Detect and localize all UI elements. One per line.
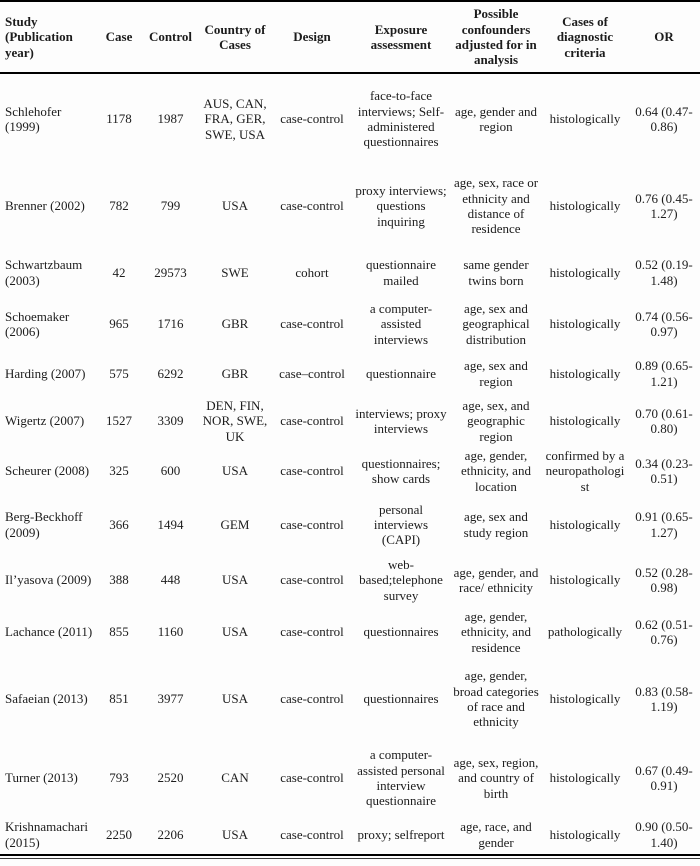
cell-diagnostic: pathologically <box>547 624 623 640</box>
cell-or: 0.67 (0.49-0.91) <box>635 762 693 793</box>
cell-study: Brenner (2002) <box>5 198 85 214</box>
cell-design: case–control <box>279 365 345 381</box>
cell-confounders: age, sex, region, and country of birth <box>453 755 539 801</box>
cell-study: Schwartzbaum (2003) <box>5 257 83 288</box>
cell-diagnostic: histologically <box>549 691 621 707</box>
cell-cases: 1178 <box>106 111 132 127</box>
cell-controls: 600 <box>160 463 181 479</box>
cell-country: AUS, CAN, FRA, GER, SWE, USA <box>203 96 267 142</box>
table-row <box>0 741 700 815</box>
cell-confounders: age, sex and region <box>464 358 528 389</box>
cell-design: case-control <box>280 572 344 588</box>
cell-diagnostic: confirmed by a neuropathologist <box>545 448 625 494</box>
cell-design: case-control <box>280 463 344 479</box>
cell-controls: 29573 <box>154 264 187 280</box>
column-header-confounders: Possible confounders adjusted for in analysis <box>450 1 542 73</box>
cell-exposure: a computer-assisted interviews <box>369 301 433 347</box>
cell-cases: 575 <box>109 365 129 381</box>
cell-or: 0.52 (0.28-0.98) <box>635 564 693 595</box>
header-row <box>0 1 700 73</box>
cell-country: USA <box>221 198 248 214</box>
cell-controls: 3977 <box>157 691 184 707</box>
cell-confounders: age, sex, and geographic region <box>462 398 530 444</box>
cell-design: case-control <box>280 826 344 842</box>
cell-or: 0.70 (0.61-0.80) <box>635 405 693 436</box>
table-row <box>0 297 700 351</box>
cell-confounders: age, sex and geographical distribution <box>462 301 530 347</box>
cell-confounders: age, gender, broad categories of race and ethnicity <box>453 668 539 730</box>
cell-study: Scheurer (2008) <box>5 463 90 479</box>
table-row <box>0 815 700 855</box>
cell-study: Il’yasova (2009) <box>5 572 92 588</box>
cell-cases: 366 <box>109 516 129 532</box>
cell-controls: 1160 <box>157 624 184 640</box>
column-header-controls: Control <box>143 1 198 73</box>
cell-study: Schoemaker (2006) <box>5 308 70 339</box>
cell-study: Turner (2013) <box>5 770 78 786</box>
cell-controls: 1494 <box>157 516 184 532</box>
cell-cases: 42 <box>112 264 126 280</box>
cell-exposure: questionnaires <box>363 691 439 707</box>
cell-exposure: interviews; proxy interviews <box>355 405 447 436</box>
cell-cases: 1527 <box>106 413 132 429</box>
cell-diagnostic: histologically <box>549 572 621 588</box>
cell-diagnostic: histologically <box>549 365 621 381</box>
cell-country: USA <box>221 691 248 707</box>
cell-country: CAN <box>221 770 249 786</box>
cell-study: Lachance (2011) <box>5 624 93 640</box>
cell-diagnostic: histologically <box>549 316 621 332</box>
cell-confounders: age, gender and region <box>455 103 537 134</box>
table-body <box>0 73 700 855</box>
cell-diagnostic: histologically <box>549 516 621 532</box>
cell-design: case-control <box>280 111 344 127</box>
cell-diagnostic: histologically <box>549 413 621 429</box>
cell-or: 0.90 (0.50-1.40) <box>635 819 693 850</box>
cell-exposure: questionnaire <box>365 365 437 381</box>
cell-confounders: same gender twins born <box>463 257 529 288</box>
column-header-or: OR <box>628 1 700 73</box>
cell-cases: 851 <box>109 691 129 707</box>
cell-confounders: age, gender, and race/ ethnicity <box>453 564 539 595</box>
cell-design: case-control <box>280 198 344 214</box>
cell-study: Wigertz (2007) <box>5 413 85 429</box>
table-row <box>0 446 700 496</box>
cell-confounders: age, sex and study region <box>463 509 529 540</box>
cell-country: DEN, FIN, NOR, SWE, UK <box>202 398 268 444</box>
cell-confounders: age, race, and gender <box>460 819 532 850</box>
cell-or: 0.83 (0.58-1.19) <box>635 683 693 714</box>
table-row <box>0 657 700 741</box>
cell-confounders: age, sex, race or ethnicity and distance of residence <box>453 175 539 237</box>
cell-study: Krishnamachari (2015) <box>5 819 89 850</box>
cell-exposure: web-based;telephone survey <box>359 557 443 603</box>
cell-study: Safaeian (2013) <box>5 691 88 707</box>
cell-exposure: face-to-face interviews; Self-administered questionnaires <box>357 88 445 150</box>
cell-diagnostic: histologically <box>549 198 621 214</box>
cell-cases: 782 <box>109 198 129 214</box>
cell-exposure: questionnaire mailed <box>365 257 437 288</box>
table-row <box>0 351 700 396</box>
cell-diagnostic: histologically <box>549 770 621 786</box>
cell-design: case-control <box>280 770 344 786</box>
table-row <box>0 73 700 164</box>
cell-country: GBR <box>221 365 249 381</box>
table-row <box>0 553 700 607</box>
cell-cases: 793 <box>109 770 129 786</box>
cell-design: case-control <box>280 413 344 429</box>
cell-design: case-control <box>280 691 344 707</box>
cell-controls: 799 <box>160 198 181 214</box>
cell-country: GEM <box>220 516 250 532</box>
cell-country: USA <box>221 826 248 842</box>
table-row <box>0 496 700 553</box>
cell-country: USA <box>221 463 248 479</box>
table-bottom-rule <box>0 858 700 859</box>
table-row <box>0 396 700 446</box>
cell-controls: 2206 <box>157 826 184 842</box>
cell-country: USA <box>221 572 248 588</box>
cell-design: case-control <box>280 316 344 332</box>
cell-exposure: a computer-assisted personal interview questionnaire <box>357 747 445 809</box>
column-header-study: Study (Publication year) <box>0 1 95 73</box>
cell-design: case-control <box>280 624 344 640</box>
cell-or: 0.76 (0.45-1.27) <box>635 190 693 221</box>
table-header <box>0 1 700 73</box>
cell-exposure: proxy interviews; questions inquiring <box>355 183 447 229</box>
table-row <box>0 164 700 248</box>
cell-diagnostic: histologically <box>549 111 621 127</box>
cell-or: 0.34 (0.23-0.51) <box>635 455 693 486</box>
column-header-design: Design <box>272 1 352 73</box>
cell-cases: 965 <box>109 316 129 332</box>
cell-or: 0.64 (0.47-0.86) <box>635 103 693 134</box>
cell-design: cohort <box>295 264 329 280</box>
cell-or: 0.91 (0.65-1.27) <box>635 509 693 540</box>
table-row <box>0 248 700 297</box>
cell-or: 0.62 (0.51-0.76) <box>635 616 693 647</box>
cell-study: Berg-Beckhoff (2009) <box>5 509 83 540</box>
cell-or: 0.89 (0.65-1.21) <box>635 358 693 389</box>
cell-controls: 2520 <box>157 770 184 786</box>
cell-exposure: questionnaires <box>363 624 439 640</box>
cell-controls: 6292 <box>157 365 184 381</box>
column-header-exposure: Exposure assessment <box>352 1 450 73</box>
column-header-cases: Case <box>95 1 143 73</box>
cell-exposure: questionnaires; show cards <box>361 455 441 486</box>
cell-confounders: age, gender, ethnicity, and location <box>461 448 531 494</box>
cell-controls: 3309 <box>157 413 184 429</box>
cell-or: 0.52 (0.19-1.48) <box>635 257 693 288</box>
cell-controls: 1987 <box>157 111 184 127</box>
cell-controls: 448 <box>160 572 181 588</box>
cell-study: Harding (2007) <box>5 365 86 381</box>
cell-cases: 388 <box>109 572 129 588</box>
cell-cases: 2250 <box>106 826 132 842</box>
cell-or: 0.74 (0.56-0.97) <box>635 308 693 339</box>
cell-country: GBR <box>221 316 249 332</box>
table-row <box>0 607 700 657</box>
column-header-diagnostic: Cases of diagnostic criteria <box>542 1 628 73</box>
cell-controls: 1716 <box>157 316 184 332</box>
cell-diagnostic: histologically <box>549 826 621 842</box>
cell-design: case-control <box>280 516 344 532</box>
cell-cases: 325 <box>109 463 129 479</box>
cell-exposure: proxy; selfreport <box>357 826 445 842</box>
cell-exposure: personal interviews (CAPI) <box>373 501 429 548</box>
cell-country: SWE <box>221 264 249 280</box>
cell-confounders: age, gender, ethnicity, and residence <box>461 609 531 655</box>
cell-cases: 855 <box>109 624 129 640</box>
cell-study: Schlehofer (1999) <box>5 103 62 134</box>
column-header-country: Country of Cases <box>198 1 272 73</box>
cell-diagnostic: histologically <box>549 264 621 280</box>
cell-country: USA <box>221 624 248 640</box>
